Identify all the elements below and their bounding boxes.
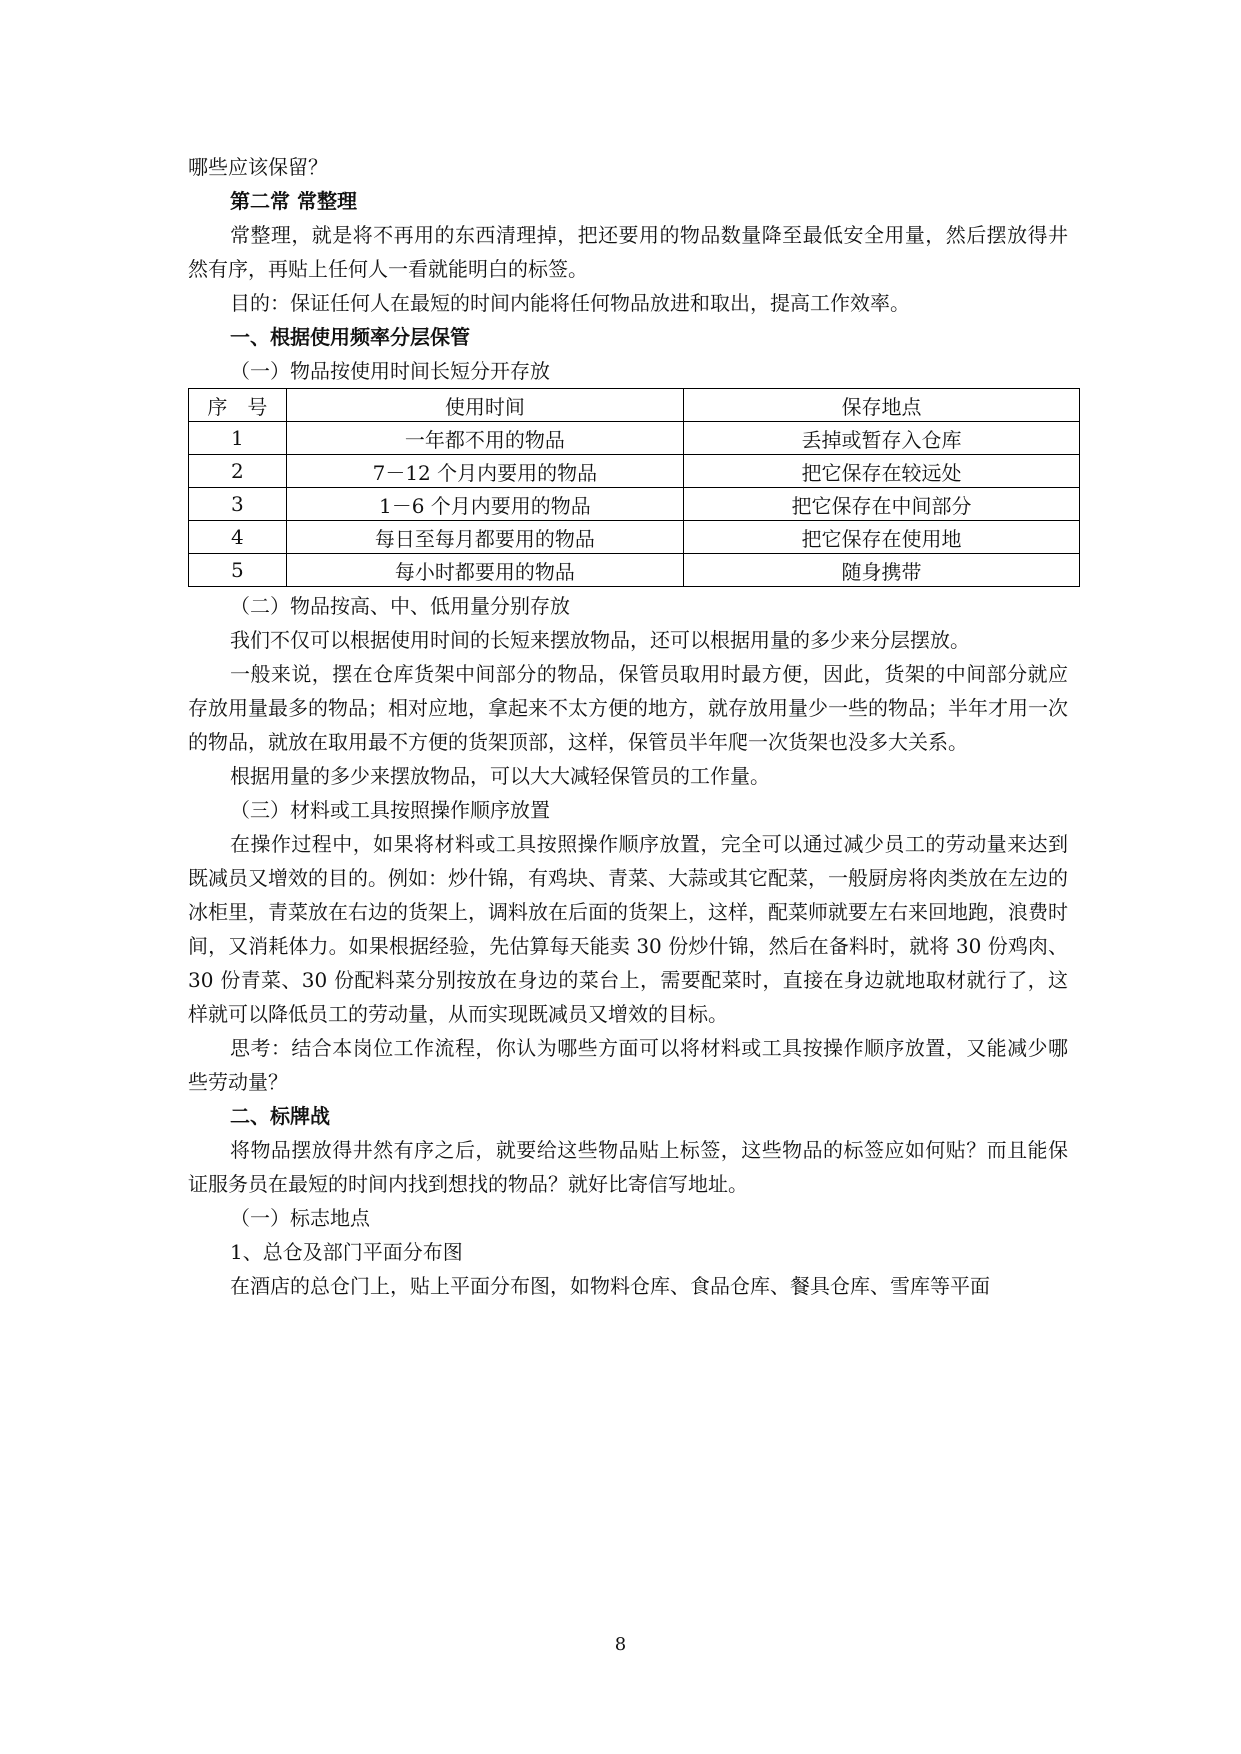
section-heading: 一、根据使用频率分层保管: [230, 325, 470, 349]
paragraphs-top: [188, 150, 1068, 388]
cell-usage-time: 每小时都要用的物品: [286, 554, 683, 587]
cell-usage-time: 7－12 个月内要用的物品: [286, 455, 683, 488]
paragraph: 在操作过程中，如果将材料或工具按照操作顺序放置，完全可以通过减少员工的劳动量来达到既减员又增效的目的。例如：炒什锦，有鸡块、青菜、大蒜或其它配菜，一般厨房将肉类放在左边的冰柜里，青菜放在右边的货架上，调料放在后面的货架上，这样，配菜师就要左右来回地跑，浪费时间，又消耗体力。如果根据经验，先估算每天能卖 30 份炒什锦，然后在备料时，就将 30 份鸡肉、30 份青菜、30 份配料菜分别按放在身边的菜台上，需要配菜时，直接在身边就地取材就行了，这样就可以降低员工的劳动量，从而实现既减员又增效的目标。: [188, 832, 1068, 1026]
document-page: [188, 150, 1068, 1303]
cell-usage-time: 1－6 个月内要用的物品: [286, 488, 683, 521]
cell-seq: 4: [189, 521, 287, 554]
table-row: [189, 455, 1080, 488]
cell-seq: 2: [189, 455, 287, 488]
table-row: [189, 422, 1080, 455]
cell-storage-place: 把它保存在使用地: [683, 521, 1079, 554]
paragraphs-bottom: [188, 589, 1068, 1303]
section-heading: 二、标牌战: [230, 1104, 330, 1128]
paragraph: 思考：结合本岗位工作流程，你认为哪些方面可以将材料或工具按操作顺序放置，又能减少哪些劳动量？: [188, 1036, 1068, 1094]
storage-table: [188, 388, 1080, 587]
paragraph: 哪些应该保留？: [188, 155, 328, 179]
header-storage-place: 保存地点: [683, 389, 1079, 422]
paragraph: 根据用量的多少来摆放物品，可以大大减轻保管员的工作量。: [230, 764, 770, 788]
paragraph: （二）物品按高、中、低用量分别存放: [230, 594, 570, 618]
paragraph: 常整理，就是将不再用的东西清理掉，把还要用的物品数量降至最低安全用量，然后摆放得井然有序，再贴上任何人一看就能明白的标签。: [188, 223, 1068, 281]
paragraph: 将物品摆放得井然有序之后，就要给这些物品贴上标签，这些物品的标签应如何贴？而且能保证服务员在最短的时间内找到想找的物品？就好比寄信写地址。: [188, 1138, 1068, 1196]
table-row: [189, 488, 1080, 521]
paragraph: 目的：保证任何人在最短的时间内能将任何物品放进和取出，提高工作效率。: [230, 291, 910, 315]
paragraph: 一般来说，摆在仓库货架中间部分的物品，保管员取用时最方便，因此，货架的中间部分就应存放用量最多的物品；相对应地，拿起来不太方便的地方，就存放用量少一些的物品；半年才用一次的物品，就放在取用最不方便的货架顶部，这样，保管员半年爬一次货架也没多大关系。: [188, 662, 1068, 754]
header-seq: 序 号: [189, 389, 287, 422]
paragraph: （三）材料或工具按照操作顺序放置: [230, 798, 550, 822]
paragraph: 在酒店的总仓门上，贴上平面分布图，如物料仓库、食品仓库、餐具仓库、雪库等平面: [230, 1274, 990, 1298]
cell-storage-place: 随身携带: [683, 554, 1079, 587]
cell-usage-time: 一年都不用的物品: [286, 422, 683, 455]
table-row: [189, 521, 1080, 554]
paragraph: 我们不仅可以根据使用时间的长短来摆放物品，还可以根据用量的多少来分层摆放。: [230, 628, 970, 652]
cell-seq: 3: [189, 488, 287, 521]
cell-storage-place: 把它保存在较远处: [683, 455, 1079, 488]
paragraph: 1、总仓及部门平面分布图: [230, 1240, 463, 1264]
table-row: [189, 554, 1080, 587]
paragraph: （一）标志地点: [230, 1206, 370, 1230]
cell-usage-time: 每日至每月都要用的物品: [286, 521, 683, 554]
cell-storage-place: 把它保存在中间部分: [683, 488, 1079, 521]
cell-storage-place: 丢掉或暂存入仓库: [683, 422, 1079, 455]
section-heading: 第二常 常整理: [230, 189, 357, 213]
table-header-row: [189, 389, 1080, 422]
cell-seq: 5: [189, 554, 287, 587]
header-usage-time: 使用时间: [286, 389, 683, 422]
cell-seq: 1: [189, 422, 287, 455]
paragraph: （一）物品按使用时间长短分开存放: [230, 359, 550, 383]
page-number: 8: [614, 1634, 627, 1655]
